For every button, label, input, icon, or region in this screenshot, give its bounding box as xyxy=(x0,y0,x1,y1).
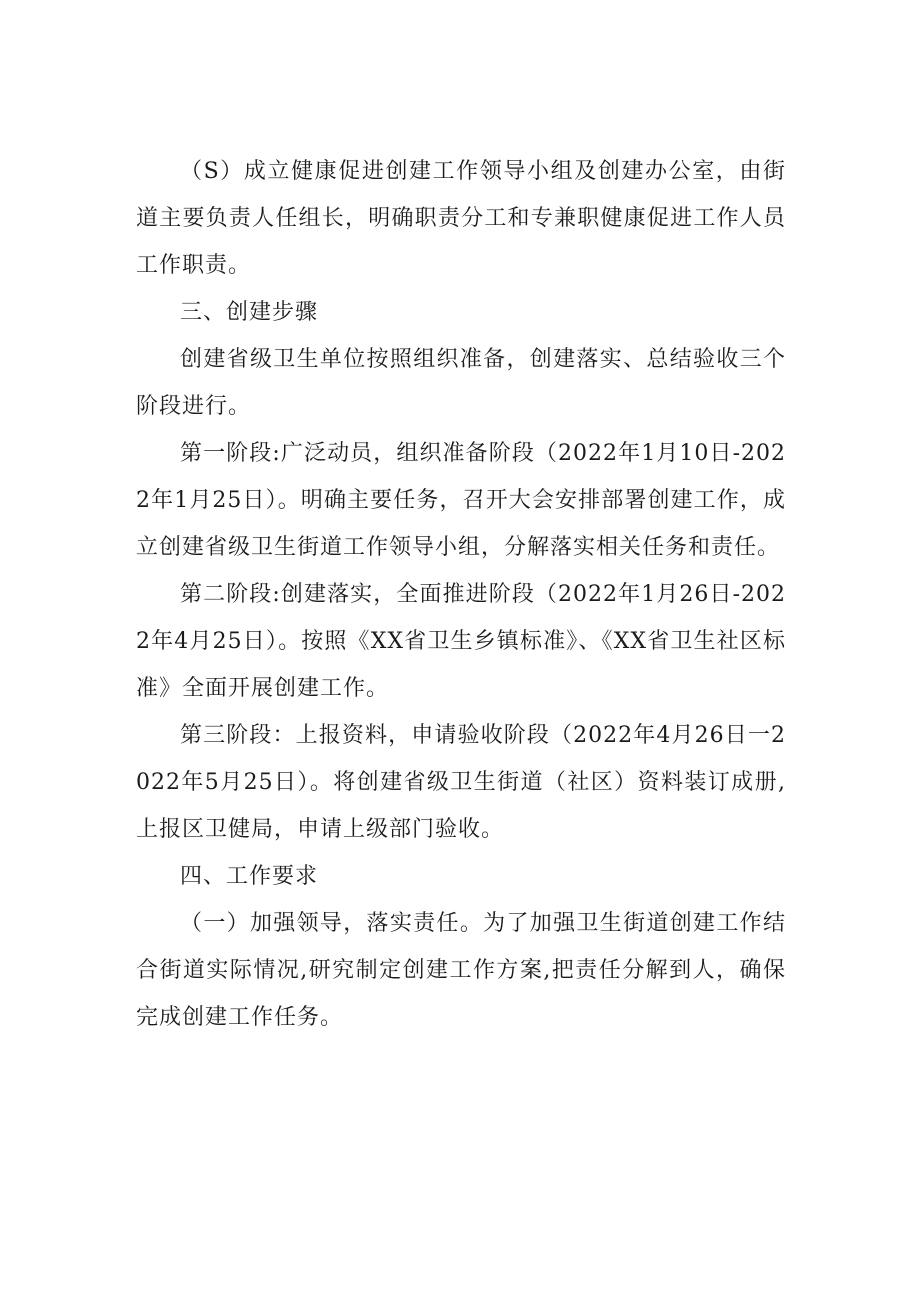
paragraph-stage-three: 第三阶段：上报资料，申请验收阶段（2022年4月26日一2022年5月25日）。将创建省级卫生街道（社区）资料装订成册,上报区卫健局，申请上级部门验收。 xyxy=(136,723,786,842)
paragraph-stage-one: 第一阶段:广泛动员，组织准备阶段（2022年1月10日-2022年1月25日）。明确主要任务，召开大会安排部署创建工作，成立创建省级卫生街道工作领导小组，分解落实相关任务和责任。 xyxy=(136,441,786,560)
paragraph-stage-two: 第二阶段:创建落实，全面推进阶段（2022年1月26日-2022年4月25日）。按照《XX省卫生乡镇标准》、《XX省卫生社区标准》全面开展创建工作。 xyxy=(136,582,786,701)
section-heading-requirements: 四、工作要求 xyxy=(180,864,319,889)
paragraph-steps-overview: 创建省级卫生单位按照组织准备，创建落实、总结验收三个阶段进行。 xyxy=(136,347,786,419)
document-body xyxy=(136,148,786,1041)
paragraph-requirement-one: （一）加强领导，落实责任。为了加强卫生街道创建工作结合街道实际情况,研究制定创建工作方案,把责任分解到人，确保完成创建工作任务。 xyxy=(136,911,786,1030)
paragraph-leadership-group: （S）成立健康促进创建工作领导小组及创建办公室，由街道主要负责人任组长，明确职责分工和专兼职健康促进工作人员工作职责。 xyxy=(136,159,786,278)
section-heading-steps: 三、创建步骤 xyxy=(180,300,319,325)
